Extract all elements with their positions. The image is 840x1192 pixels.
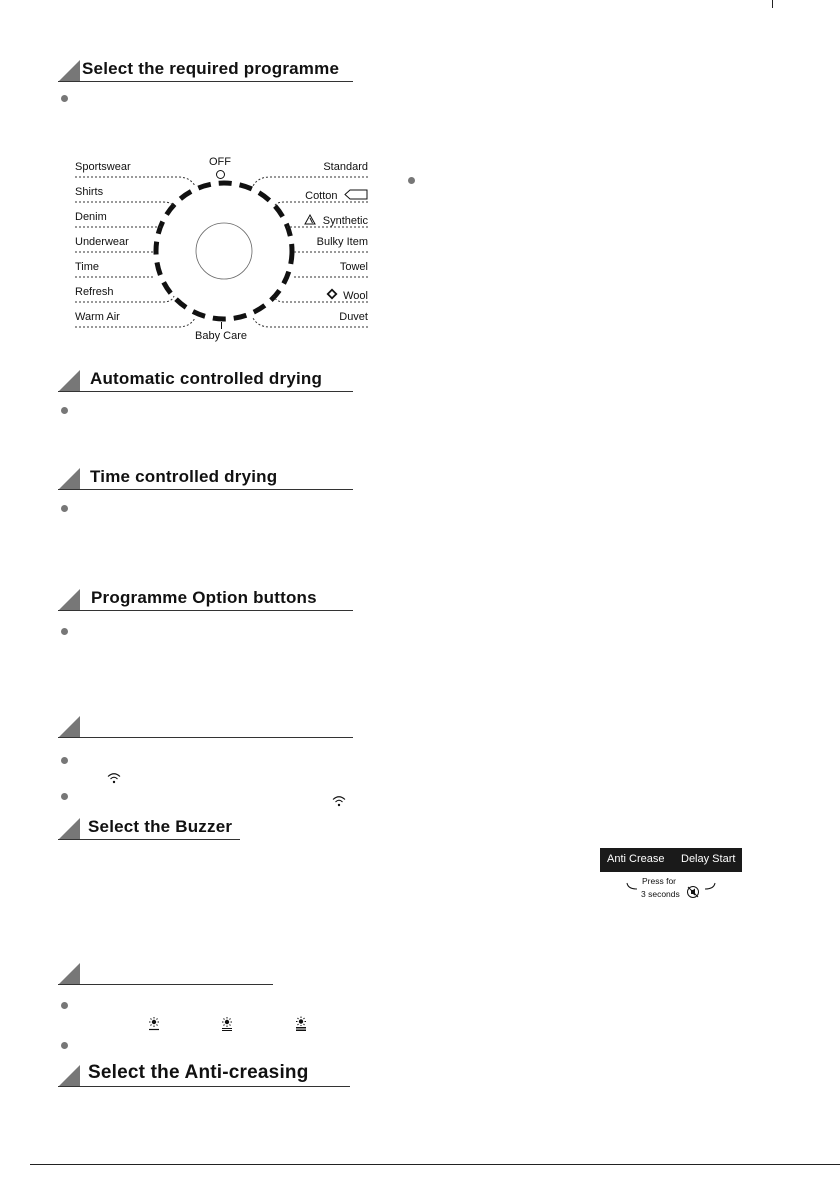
bullet bbox=[61, 1002, 68, 1009]
dial-label-left[interactable]: Refresh bbox=[75, 286, 114, 298]
heading-underline bbox=[58, 391, 353, 392]
bullet bbox=[61, 1042, 68, 1049]
heading-time-drying bbox=[58, 464, 353, 490]
heading-triangle-icon bbox=[58, 818, 80, 840]
wifi-icon bbox=[332, 795, 346, 807]
dial-label-right-synthetic[interactable] bbox=[304, 211, 368, 225]
heading-select-programme bbox=[58, 56, 353, 82]
mute-icon bbox=[686, 885, 700, 899]
dial-label-left[interactable]: Shirts bbox=[75, 186, 104, 198]
heading-automatic-drying bbox=[58, 366, 353, 392]
dial-label-right[interactable]: Duvet bbox=[339, 311, 368, 323]
heading-text: Select the Buzzer bbox=[88, 817, 233, 836]
press-for-note bbox=[620, 876, 730, 902]
bullet bbox=[61, 757, 68, 764]
press-for-text: Press for bbox=[642, 876, 677, 886]
heading-triangle-icon bbox=[58, 468, 80, 490]
sun-icon bbox=[146, 1016, 162, 1032]
dial-label-baby-care: Baby Care bbox=[195, 330, 247, 342]
bullet bbox=[408, 177, 415, 184]
dial-label-right: Wool bbox=[343, 290, 368, 302]
heading-triangle-icon bbox=[58, 716, 80, 738]
sun-icon bbox=[293, 1016, 309, 1032]
programme-dial[interactable] bbox=[70, 150, 380, 350]
bullet bbox=[61, 95, 68, 102]
heading-triangle-icon bbox=[58, 963, 80, 985]
cotton-tag-icon bbox=[344, 189, 368, 200]
heading-text: Automatic controlled drying bbox=[90, 369, 323, 388]
dial-label-off: OFF bbox=[209, 156, 231, 168]
page-bottom-border bbox=[30, 1164, 840, 1165]
control-panel-strip bbox=[600, 848, 742, 872]
bracket-right bbox=[704, 882, 716, 892]
dial-label-right-cotton[interactable] bbox=[305, 186, 368, 200]
heading-select-anticreasing bbox=[58, 1061, 350, 1087]
dial-label-right[interactable]: Standard bbox=[323, 161, 368, 173]
heading-underline bbox=[58, 81, 353, 82]
heading-triangle-icon bbox=[58, 1065, 80, 1087]
dial-label-right-wool[interactable] bbox=[326, 286, 368, 300]
heading-text: Time controlled drying bbox=[90, 467, 278, 486]
heading-underline bbox=[58, 737, 353, 738]
heading-underline bbox=[58, 610, 353, 611]
bullet bbox=[61, 628, 68, 635]
wool-icon bbox=[326, 288, 338, 300]
heading-text: Select the required programme bbox=[82, 59, 340, 78]
sun-icon bbox=[219, 1016, 235, 1032]
dial-label-left[interactable]: Denim bbox=[75, 211, 107, 223]
dial-label-left[interactable]: Time bbox=[75, 261, 100, 273]
page-top-border bbox=[0, 0, 773, 8]
bracket-left bbox=[626, 882, 638, 892]
dial-label-right: Synthetic bbox=[322, 215, 368, 227]
heading-option-buttons bbox=[58, 585, 353, 611]
dial-label-left[interactable]: Warm Air bbox=[75, 311, 120, 323]
dial-label-right[interactable]: Towel bbox=[339, 261, 368, 273]
heading-text: Programme Option buttons bbox=[91, 588, 317, 607]
heading-underline bbox=[58, 489, 353, 490]
heading-select-buzzer bbox=[58, 814, 240, 840]
delay-start-button[interactable]: Delay Start bbox=[681, 853, 736, 865]
heading-underline bbox=[58, 1086, 350, 1087]
dial-label-left[interactable]: Sportswear bbox=[75, 161, 131, 173]
heading-triangle-icon bbox=[58, 370, 80, 392]
heading-underline bbox=[58, 984, 273, 985]
dial-label-right: Cotton bbox=[305, 190, 338, 202]
bullet bbox=[61, 407, 68, 414]
dial-label-left[interactable]: Underwear bbox=[75, 236, 129, 248]
wifi-icon bbox=[107, 772, 121, 784]
synthetic-triangle-icon bbox=[304, 214, 316, 225]
bullet bbox=[61, 793, 68, 800]
heading-triangle-icon bbox=[58, 60, 80, 82]
heading-triangle-icon bbox=[58, 589, 80, 611]
bullet bbox=[61, 505, 68, 512]
dial-label-right[interactable]: Bulky Item bbox=[316, 236, 368, 248]
heading-text: Select the Anti-creasing bbox=[88, 1062, 309, 1083]
press-for-text: 3 seconds bbox=[641, 889, 680, 899]
heading-blank bbox=[58, 959, 273, 985]
heading-blank bbox=[58, 712, 353, 738]
anti-crease-button[interactable]: Anti Crease bbox=[607, 853, 665, 865]
heading-underline bbox=[58, 839, 240, 840]
